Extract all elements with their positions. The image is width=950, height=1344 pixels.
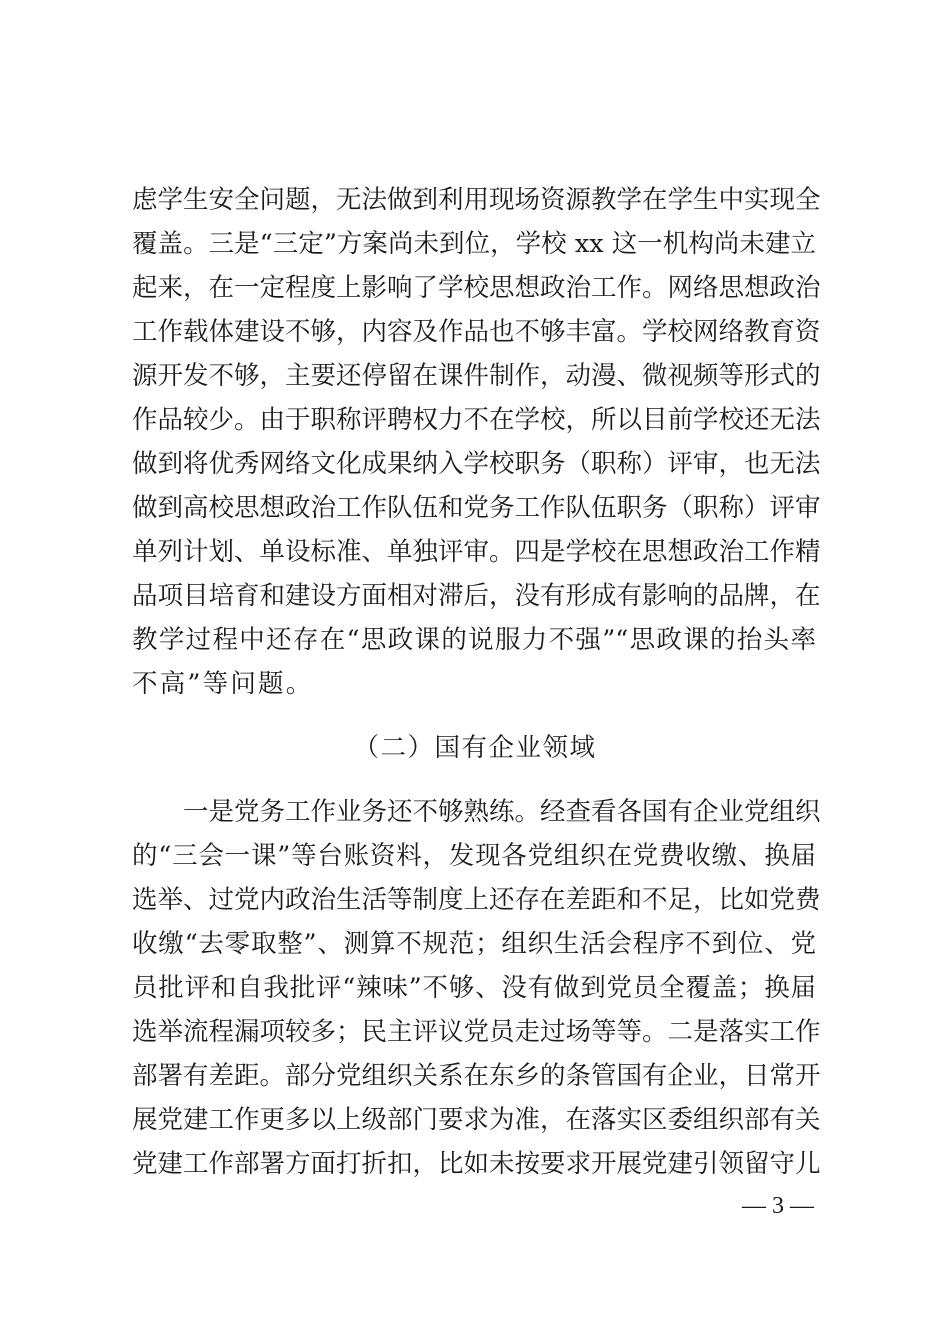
paragraph-line: 展党建工作更多以上级部门要求为准，在落实区委组织部有关 [132, 1105, 821, 1135]
page-number: — 3 — [742, 1193, 814, 1219]
paragraph-line: 单列计划、单设标准、单独评审。四是学校在思想政治工作精 [132, 537, 821, 567]
paragraph-line: 党建工作部署方面打折扣，比如未按要求开展党建引领留守儿 [132, 1149, 821, 1179]
paragraph-line: 不高”等问题。 [132, 669, 314, 699]
paragraph-line: 员批评和自我批评“辣味”不够、没有做到党员全覆盖；换届 [132, 973, 816, 1003]
paragraph-line: 品项目培育和建设方面相对滞后，没有形成有影响的品牌，在 [132, 581, 821, 611]
paragraph-line: 选举、过党内政治生活等制度上还存在差距和不足，比如党费 [132, 885, 821, 915]
paragraph-line: 覆盖。三是“三定”方案尚未到位，学校 xx 这一机构尚未建立 [132, 229, 816, 259]
paragraph-line: 做到将优秀网络文化成果纳入学校职务（职称）评审，也无法 [132, 449, 821, 479]
paragraph-line: 选举流程漏项较多；民主评议党员走过场等等。二是落实工作 [132, 1017, 821, 1047]
paragraph-line: 部署有差距。部分党组织关系在东乡的条管国有企业，日常开 [132, 1061, 821, 1091]
paragraph-line: 虑学生安全问题，无法做到利用现场资源教学在学生中实现全 [132, 185, 821, 215]
paragraph-line: 起来，在一定程度上影响了学校思想政治工作。网络思想政治 [132, 273, 821, 303]
paragraph-line: 工作载体建设不够，内容及作品也不够丰富。学校网络教育资 [132, 317, 821, 347]
paragraph-line: 做到高校思想政治工作队伍和党务工作队伍职务（职称）评审 [132, 493, 821, 523]
paragraph-line: 教学过程中还存在“思政课的说服力不强”“思政课的抬头率 [132, 625, 816, 655]
paragraph-line: 一是党务工作业务还不够熟练。经查看各国有企业党组织 [183, 797, 821, 827]
paragraph-line: 作品较少。由于职称评聘权力不在学校，所以目前学校还无法 [132, 405, 821, 435]
paragraph-line: 源开发不够，主要还停留在课件制作，动漫、微视频等形式的 [132, 361, 821, 391]
section-heading: （二）国有企业领域 [353, 733, 597, 763]
paragraph-line: 的“三会一课”等台账资料，发现各党组织在党费收缴、换届 [132, 841, 816, 871]
paragraph-line: 收缴“去零取整”、测算不规范；组织生活会程序不到位、党 [132, 929, 816, 959]
